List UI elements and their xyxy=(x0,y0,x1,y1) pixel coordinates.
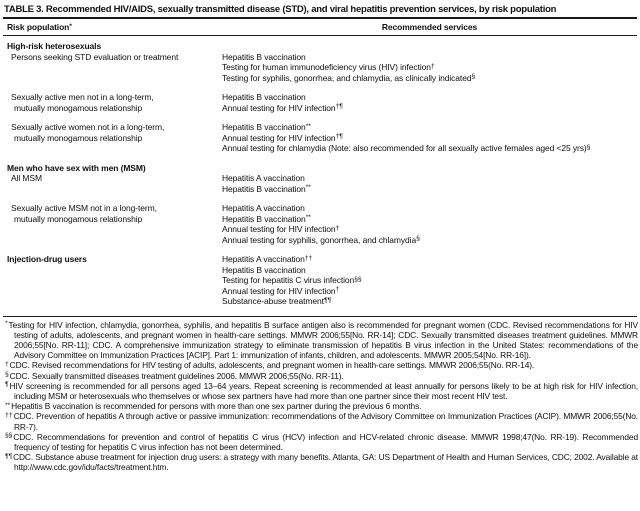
service-item: Hepatitis B vaccination** xyxy=(222,122,311,132)
service-footnote-marker: †¶ xyxy=(335,133,343,140)
service-footnote-marker: † xyxy=(335,286,340,293)
footnote xyxy=(5,432,638,452)
risk-population-cell xyxy=(3,203,222,245)
footnote-marker: ¶¶ xyxy=(5,452,13,460)
table-row xyxy=(3,92,637,113)
service-item: Testing for human immunodeficiency virus (HIV) infection† xyxy=(222,62,435,72)
footnote xyxy=(5,452,638,472)
service-footnote-marker: § xyxy=(586,143,591,151)
footnote xyxy=(5,411,638,431)
service-footnote-marker: § xyxy=(416,235,420,242)
footnote-marker: † xyxy=(5,360,9,368)
risk-population-text: mutually monogamous relationship xyxy=(14,132,143,143)
service-item: Testing for syphilis, gonorrhea, and chlamydia, as clinically indicated§ xyxy=(222,72,476,83)
service-item: Substance-abuse treatment¶¶ xyxy=(222,296,332,306)
service-item: Annual testing for chlamydia (Note: also recommended for all sexually active females aged <25 yrs)§ xyxy=(222,143,591,153)
recommended-services-cell xyxy=(222,254,637,307)
footnote-marker: § xyxy=(5,371,9,379)
risk-population-text: All MSM xyxy=(11,173,42,183)
recommended-services-cell xyxy=(222,122,637,154)
service-item: Hepatitis B vaccination** xyxy=(222,183,311,194)
risk-population-cell xyxy=(3,122,222,154)
table-row xyxy=(3,254,637,307)
table-bottom-rule xyxy=(3,316,637,317)
footnote xyxy=(5,401,638,411)
risk-population-text: Sexually active men not in a long-term, xyxy=(11,92,154,102)
recommended-services-cell xyxy=(222,173,637,194)
recommended-services-cell xyxy=(222,203,637,245)
service-footnote-marker: ** xyxy=(305,214,311,221)
risk-population-text: mutually monogamous relationship xyxy=(14,213,143,224)
risk-population-text: Sexually active women not in a long-term, xyxy=(11,122,165,132)
service-item: Hepatitis A vaccination xyxy=(222,173,305,183)
risk-population-cell xyxy=(3,52,222,84)
table xyxy=(3,17,637,317)
risk-population-text: Sexually active MSM not in a long-term, xyxy=(11,203,157,213)
service-footnote-marker: †† xyxy=(304,254,313,262)
table-body xyxy=(3,36,637,307)
footnote xyxy=(5,381,638,401)
footnote xyxy=(5,371,638,381)
risk-population-text: mutually monogamous relationship xyxy=(14,102,143,113)
service-footnote-marker: †¶ xyxy=(335,103,343,110)
column-header-recommended-services: Recommended services xyxy=(381,22,478,32)
column-header-risk-population xyxy=(3,22,222,32)
table-title: TABLE 3. Recommended HIV/AIDS, sexually transmitted disease (STD), and viral hepatitis prevention services, by risk population xyxy=(4,4,557,15)
footnote xyxy=(5,360,638,370)
service-item: Hepatitis B vaccination** xyxy=(222,213,311,224)
service-footnote-marker: ** xyxy=(305,122,311,130)
service-footnote-marker: ** xyxy=(305,184,311,191)
service-item: Hepatitis A vaccination†† xyxy=(222,254,313,264)
service-item: Annual testing for syphilis, gonorrhea, and chlamydia§ xyxy=(222,234,420,245)
section-heading: Men who have sex with men (MSM) xyxy=(7,162,146,173)
footnote-text: CDC. Prevention of hepatitis A through active or passive immunization: recommendations of the Advisory Committee on Immunization Practices (ACIP). MMWR 2006;55(No. RR-7). xyxy=(13,411,638,432)
risk-population-text: Persons seeking STD evaluation or treatment xyxy=(11,51,179,62)
table-row xyxy=(3,173,637,194)
service-footnote-marker: † xyxy=(430,62,435,70)
service-footnote-marker: § xyxy=(471,73,476,80)
footnotes xyxy=(5,320,638,473)
footnote-text: Testing for HIV infection, chlamydia, gonorrhea, syphilis, and hepatitis B surface antigen also is recommended for pregnant women (CDC. Revised recommendations for HIV testing of adults, adolescents, and pregnant women in health-care settings. MMWR 2006;55[No. RR-14]; CDC. Sexually transmitted diseases treatment guidelines. MMWR 2006;55[No. RR-11]; CDC. A comprehensive immunization strategy to eliminate transmission of hepatitis B virus infection in the United States: recommendations of the Advisory Committee on Immunization Practices [ACIP]. Part 1: immunization of infants, children, and adolescents. MMWR 2005;54[No. RR-16]). xyxy=(8,319,638,361)
service-footnote-marker: ¶¶ xyxy=(323,296,332,304)
risk-population-text: Injection-drug users xyxy=(7,254,87,264)
risk-population-label: Risk population xyxy=(7,22,70,32)
recommended-services-cell xyxy=(222,52,637,84)
service-item: Annual testing for HIV infection†¶ xyxy=(222,102,343,113)
footnote xyxy=(5,320,638,361)
service-item: Annual testing for HIV infection† xyxy=(222,285,340,296)
service-item: Annual testing for HIV infection† xyxy=(222,224,340,234)
footnote-marker: †† xyxy=(5,411,13,419)
risk-population-cell xyxy=(3,173,222,194)
footnote-marker: ¶ xyxy=(5,381,9,389)
service-item: Hepatitis B vaccination xyxy=(222,51,306,62)
table-row xyxy=(3,203,637,245)
footnote-text: CDC. Recommendations for prevention and control of hepatitis C virus (HCV) infection and HCV-related chronic disease. MMWR 1998;47(No. RR-19). Recommended frequency of testing for hepatitis C virus infection has not been determined. xyxy=(13,431,638,452)
service-item: Testing for hepatitis C virus infection§§ xyxy=(222,275,362,285)
footnote-text: CDC. Revised recommendations for HIV testing of adults, adolescents, and pregnant women in health-care settings. MMWR 2006;55(No. RR-14). xyxy=(9,360,535,371)
service-item: Hepatitis B vaccination xyxy=(222,264,306,275)
footnote-marker: §§ xyxy=(5,432,13,440)
risk-population-cell xyxy=(3,92,222,113)
section-heading: High-risk heterosexuals xyxy=(7,41,102,51)
service-footnote-marker: † xyxy=(335,224,340,232)
service-item: Annual testing for HIV infection†¶ xyxy=(222,132,343,143)
service-item: Hepatitis B vaccination xyxy=(222,92,306,102)
footnote-text: Hepatitis B vaccination is recommended for persons with more than one sex partner during the previous 6 months. xyxy=(11,401,422,412)
service-footnote-marker: §§ xyxy=(354,275,362,283)
footnote-text: CDC. Substance abuse treatment for injection drug users: a strategy with many benefits. Atlanta, GA: US Department of Health and Human Services, CDC; 2002. Available at http://www.cdc.gov/idu/facts/treatment.htm. xyxy=(13,452,638,473)
footnote-marker: ** xyxy=(5,401,11,409)
table-header-row xyxy=(3,17,637,36)
service-item: Hepatitis A vaccination xyxy=(222,203,305,213)
risk-population-footnote-marker: * xyxy=(69,22,72,30)
recommended-services-cell xyxy=(222,92,637,113)
footnote-text: CDC. Sexually transmitted diseases treatment guidelines 2006. MMWR 2006;55(No. RR-11). xyxy=(9,370,344,381)
risk-population-cell xyxy=(3,254,222,307)
table-row xyxy=(3,52,637,84)
footnote-text: HIV screening is recommended for all persons aged 13–64 years. Repeat screening is recommended at least annually for persons likely to be at high risk for HIV infection, including MSM or heterosexuals who themselves or whose sex partners have had more than one partner since their most recent HIV test. xyxy=(9,380,638,401)
table-row xyxy=(3,122,637,154)
footnote-marker: * xyxy=(5,320,8,327)
